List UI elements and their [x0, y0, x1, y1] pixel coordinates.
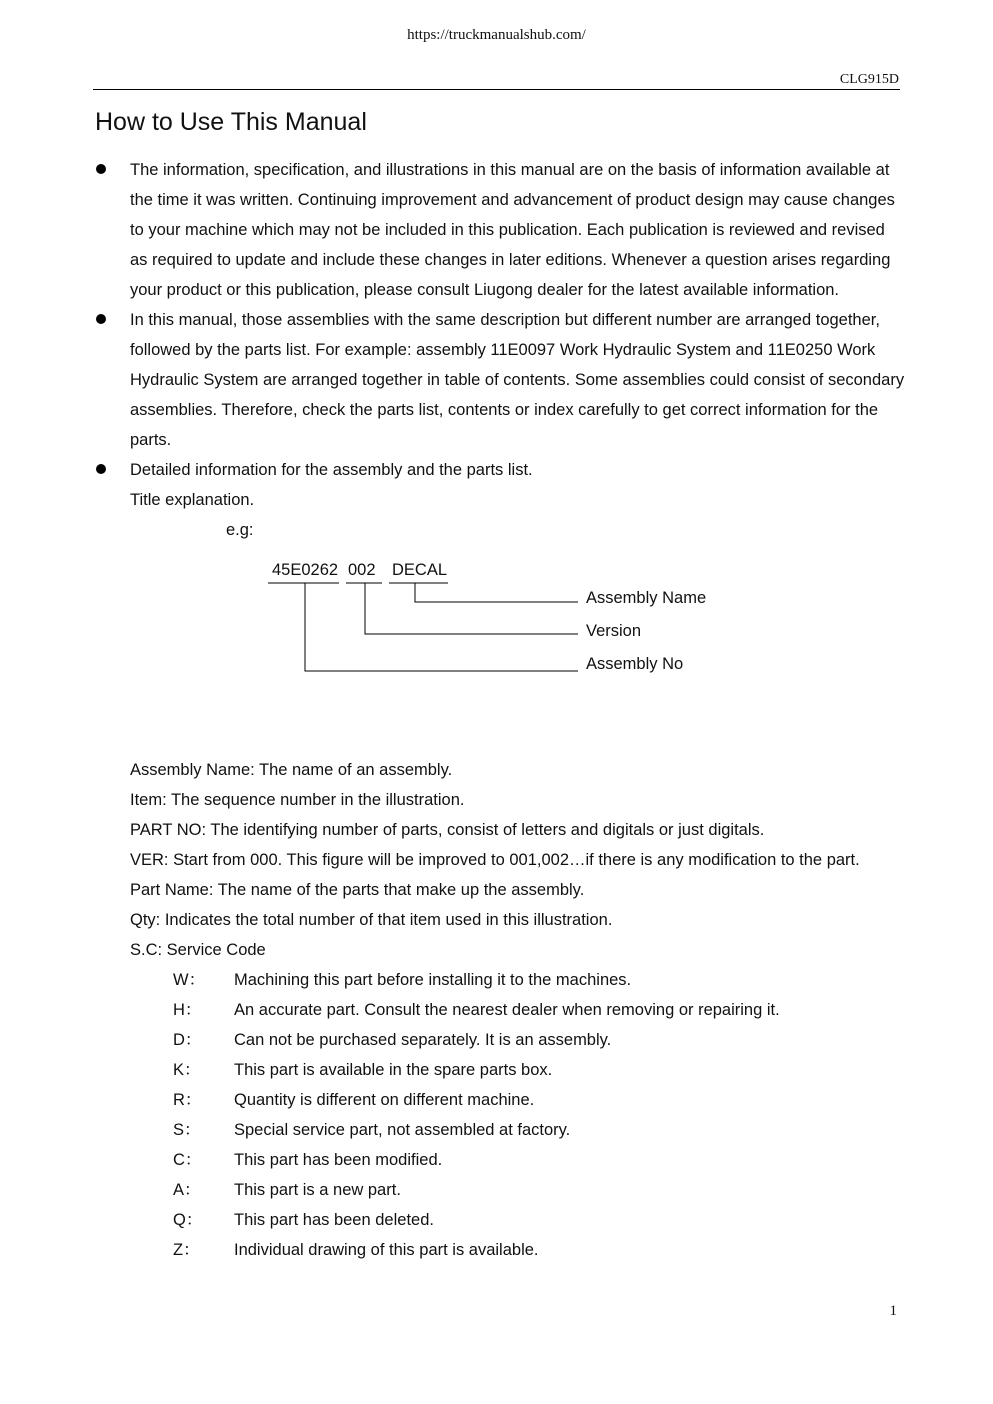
service-code-row: [95, 1175, 905, 1205]
service-code-list: [95, 965, 905, 1265]
diagram-svg: [95, 545, 905, 755]
definition-line: Part Name: The name of the parts that make up the assembly.: [130, 881, 585, 899]
diagram-name: DECAL: [392, 561, 448, 579]
service-code: Q：: [173, 1211, 203, 1229]
definition-line: VER: Start from 000. This figure will be improved to 001,002…if there is any modification to the part.: [130, 851, 860, 869]
service-code: A：: [173, 1181, 201, 1199]
service-code: K：: [173, 1061, 201, 1079]
definition-line: S.C: Service Code: [130, 941, 266, 959]
service-code-desc: Individual drawing of this part is available.: [234, 1241, 539, 1259]
model-code: CLG915D: [839, 72, 899, 87]
diagram-label-name: Assembly Name: [586, 589, 707, 607]
diagram-label-version: Version: [586, 622, 642, 640]
title-explanation: Title explanation.: [130, 491, 255, 509]
leader-assembly-no: [305, 583, 578, 671]
bullet-item: [95, 455, 905, 485]
diagram-version: 002: [348, 561, 376, 579]
service-code-desc: Special service part, not assembled at factory.: [234, 1121, 571, 1139]
page-number: 1: [889, 1303, 897, 1319]
title-explanation-diagram: [95, 545, 905, 755]
bullet-text: In this manual, those assemblies with the same description but different number are arranged together, followed by the parts list. For example: assembly 11E0097 Work Hydraulic System and 11E0250 Work Hydraulic System are arranged together in table of contents. Some assemblies could consist of secondary assemblies. Therefore, check the parts list, contents or index carefully to get correct information for the parts.: [130, 311, 905, 449]
service-code-desc: This part is available in the spare parts box.: [234, 1061, 553, 1079]
bullet-text: Detailed information for the assembly and the parts list.: [130, 461, 533, 479]
service-code-desc: This part has been modified.: [234, 1151, 443, 1169]
leader-version: [365, 583, 578, 634]
definitions: [95, 755, 905, 965]
bullet-dot-icon: [96, 314, 106, 324]
service-code-row: [95, 1025, 905, 1055]
service-code-row: [95, 1055, 905, 1085]
service-code: R：: [173, 1091, 202, 1109]
bullet-item: [95, 305, 905, 455]
definition-line: Qty: Indicates the total number of that item used in this illustration.: [130, 911, 613, 929]
definition-line: Item: The sequence number in the illustration.: [130, 791, 465, 809]
service-code-desc: An accurate part. Consult the nearest dealer when removing or repairing it.: [234, 1001, 780, 1019]
service-code-row: [95, 1205, 905, 1235]
bullet-dot-icon: [96, 464, 106, 474]
definition-line: Assembly Name: The name of an assembly.: [130, 761, 453, 779]
service-code: D：: [173, 1031, 202, 1049]
service-code-desc: Quantity is different on different machine.: [234, 1091, 535, 1109]
service-code-row: [95, 1145, 905, 1175]
service-code-row: [95, 1115, 905, 1145]
page-title: How to Use This Manual: [95, 108, 367, 136]
diagram-label-no: Assembly No: [586, 655, 684, 673]
definition-line: PART NO: The identifying number of parts, consist of letters and digitals or just digitals.: [130, 821, 765, 839]
main-content: [95, 155, 905, 1265]
service-code-row: [95, 965, 905, 995]
service-code-desc: Can not be purchased separately. It is an assembly.: [234, 1031, 612, 1049]
source-url: https://truckmanualshub.com/: [407, 27, 586, 43]
example-label: e.g:: [226, 521, 254, 539]
service-code: H：: [173, 1001, 202, 1019]
leader-name: [415, 583, 578, 602]
service-code: C：: [173, 1151, 202, 1169]
service-code-row: [95, 1235, 905, 1265]
service-code-desc: Machining this part before installing it to the machines.: [234, 971, 632, 989]
service-code-row: [95, 1085, 905, 1115]
bullet-item: [95, 155, 905, 305]
service-code: Z：: [173, 1241, 200, 1259]
bullet-dot-icon: [96, 164, 106, 174]
diagram-assembly-no: 45E0262: [272, 561, 339, 579]
bullet-text: The information, specification, and illustrations in this manual are on the basis of information available at the time it was written. Continuing improvement and advancement of product design may cause changes to your machine which may not be included in this publication. Each publication is reviewed and revised as required to update and include these changes in later editions. Whenever a question arises regarding your product or this publication, please consult Liugong dealer for the latest available information.: [130, 161, 895, 299]
header-rule: [93, 89, 900, 90]
service-code-desc: This part is a new part.: [234, 1181, 401, 1199]
service-code-row: [95, 995, 905, 1025]
service-code: S：: [173, 1121, 201, 1139]
service-code-desc: This part has been deleted.: [234, 1211, 434, 1229]
service-code: W：: [173, 971, 206, 989]
